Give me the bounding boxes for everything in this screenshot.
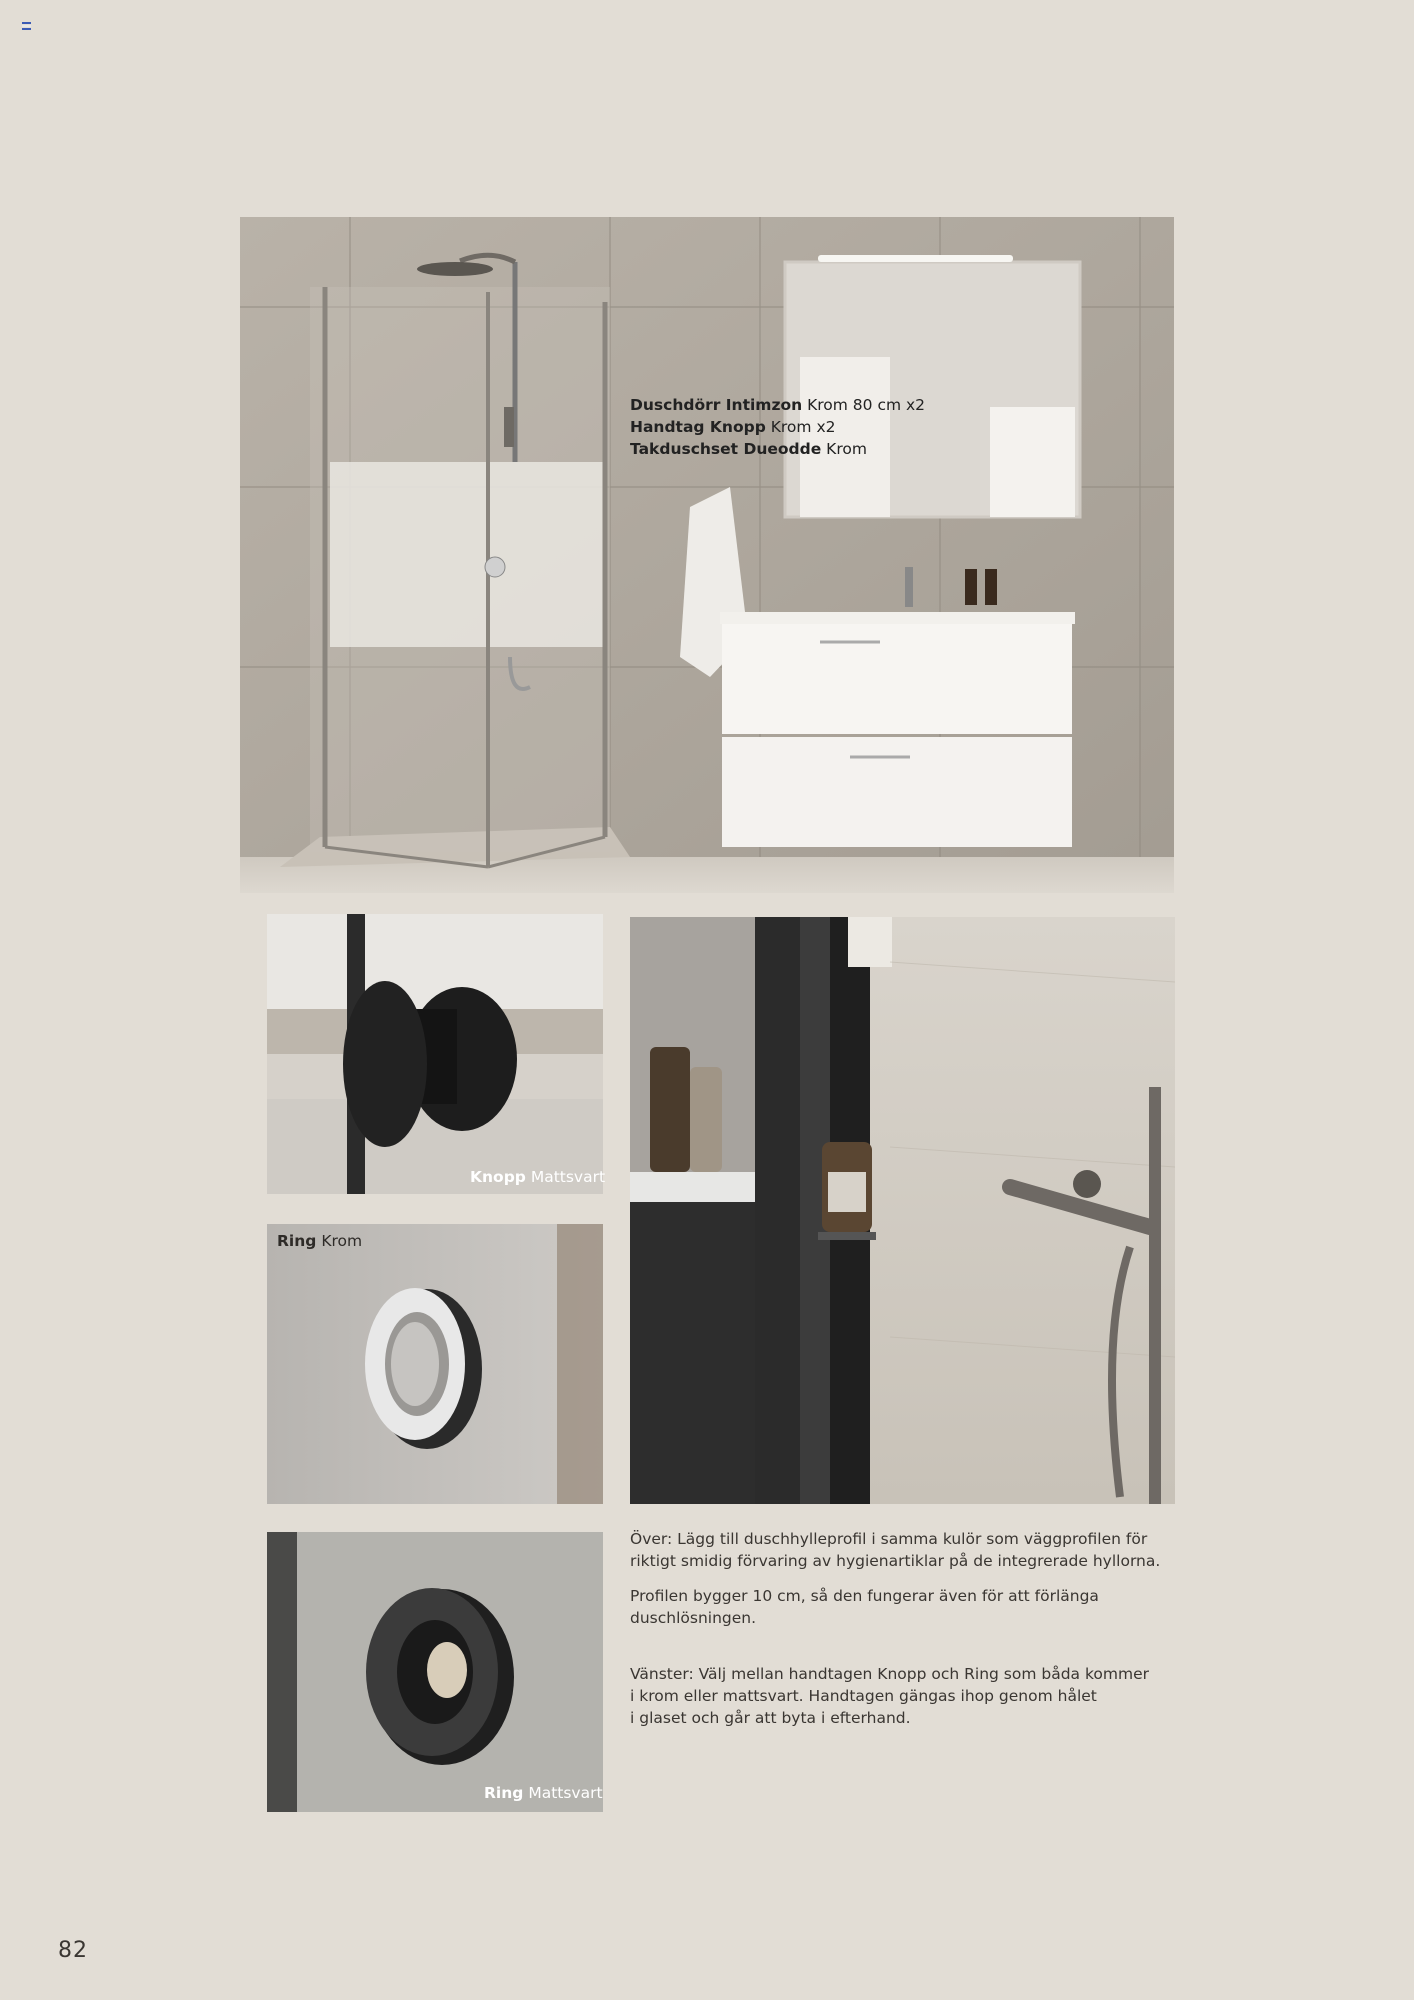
ring-mattsvart-caption: Ring Mattsvart xyxy=(484,1784,603,1802)
caption-line-door: Duschdörr Intimzon Krom 80 cm x2 xyxy=(630,396,926,414)
hero-bathroom-photo xyxy=(240,217,1174,893)
caption-line-shower-set: Takduschset Dueodde Krom xyxy=(630,440,867,458)
paragraph-handles: Vänster: Välj mellan handtagen Knopp och Ring som båda kommer i krom eller mattsvart. Handtagen gängas ihop genom hålet i glaset och går att byta i efterhand. xyxy=(630,1665,1149,1727)
hero-product-caption xyxy=(630,394,925,460)
ring-krom-photo xyxy=(267,1224,603,1504)
page-number: 82 xyxy=(58,1938,88,1963)
body-text xyxy=(630,1528,1190,1742)
paragraph-shelf-profile: Över: Lägg till duschhylleprofil i samma kulör som väggprofilen för riktigt smidig förvaring av hygienartiklar på de integrerade hyllorna. xyxy=(630,1530,1161,1570)
ring-krom-caption: Ring Krom xyxy=(277,1232,363,1250)
paragraph-profile-depth: Profilen bygger 10 cm, så den fungerar även för att förlänga duschlösningen. xyxy=(630,1587,1099,1627)
knopp-mattsvart-caption: Knopp Mattsvart xyxy=(470,1168,606,1186)
ring-mattsvart-photo xyxy=(267,1532,603,1812)
knopp-mattsvart-photo xyxy=(267,914,606,1194)
shower-shelf-profile-photo xyxy=(630,917,1175,1504)
flag-icon xyxy=(22,22,31,30)
caption-line-handle: Handtag Knopp Krom x2 xyxy=(630,418,836,436)
